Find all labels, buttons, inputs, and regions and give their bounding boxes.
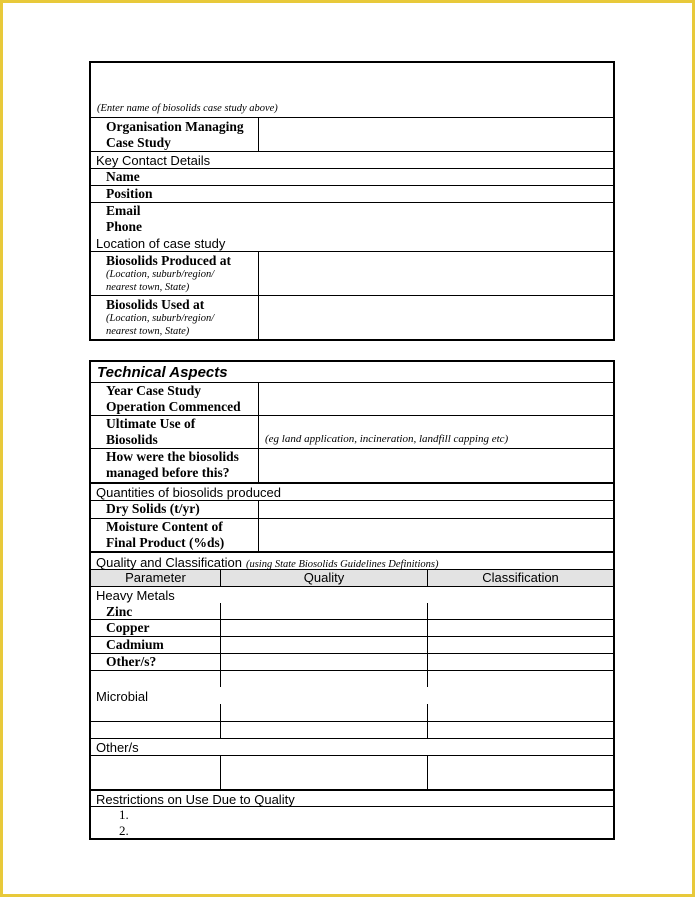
produced-label: Biosolids Produced at	[106, 253, 232, 268]
key-contact-row	[91, 151, 613, 168]
year-field[interactable]	[259, 383, 613, 416]
other-metals-row	[91, 653, 613, 670]
microbial-row	[91, 670, 613, 721]
email-label: Email	[106, 203, 141, 218]
moisture-row	[91, 518, 613, 551]
dry-label: Dry Solids (t/yr)	[106, 501, 200, 516]
col-quality: Quality	[303, 570, 345, 585]
produced-field[interactable]	[259, 252, 613, 296]
org-field[interactable]	[259, 118, 613, 152]
name-row	[91, 168, 613, 185]
case-study-title-hint: (Enter name of biosolids case study above)	[97, 103, 278, 114]
location-heading: Location of case study	[96, 236, 226, 251]
phone-label: Phone	[106, 219, 143, 234]
microbial-label: Microbial	[96, 689, 149, 704]
others-label: Other/s	[96, 740, 139, 755]
quantities-row	[91, 482, 613, 500]
used-hint: (Location, suburb/region/ nearest town, State)	[106, 313, 215, 337]
managed-label: How were the biosolids managed before this?	[106, 449, 239, 480]
quantities-heading: Quantities of biosolids produced	[96, 485, 282, 500]
org-label: Organisation Managing Case Study	[106, 119, 244, 150]
year-row	[91, 382, 613, 416]
moisture-field[interactable]	[259, 519, 613, 551]
restrictions-heading: Restrictions on Use Due to Quality	[96, 792, 295, 807]
year-label: Year Case Study Operation Commenced	[106, 383, 241, 414]
cadmium-row	[91, 636, 613, 653]
case-study-table	[89, 61, 615, 341]
dry-row	[91, 500, 613, 518]
managed-field[interactable]	[259, 449, 613, 482]
key-contact-heading: Key Contact Details	[96, 153, 211, 168]
ultimate-row	[91, 415, 613, 448]
produced-row	[91, 251, 613, 296]
ultimate-hint: (eg land application, incineration, landfill capping etc)	[265, 433, 509, 445]
quality-row	[91, 551, 613, 569]
org-row	[91, 117, 613, 152]
used-field[interactable]	[259, 296, 613, 339]
restrictions-row	[91, 789, 613, 806]
name-label: Name	[106, 169, 140, 184]
restriction-item-2[interactable]: 2.	[119, 823, 129, 838]
quality-heading: Quality and Classification	[96, 555, 242, 570]
case-study-title-field[interactable]	[91, 63, 613, 103]
cadmium-label: Cadmium	[106, 637, 164, 652]
name-field[interactable]	[259, 169, 613, 185]
heavy-metals-row	[91, 586, 613, 619]
copper-label: Copper	[106, 620, 150, 635]
col-parameter: Parameter	[125, 570, 186, 585]
quality-header-row	[91, 569, 613, 586]
technical-heading: Technical Aspects	[97, 364, 228, 381]
position-field[interactable]	[259, 186, 613, 202]
copper-row	[91, 619, 613, 636]
quality-hint: (using State Biosolids Guidelines Definitions)	[245, 559, 439, 570]
zinc-label: Zinc	[106, 604, 133, 619]
other-metals-label: Other/s?	[106, 654, 157, 669]
col-classification: Classification	[482, 570, 559, 585]
email-phone-row	[91, 202, 613, 252]
produced-hint: (Location, suburb/region/ nearest town, State)	[106, 269, 215, 293]
ultimate-label: Ultimate Use of Biosolids	[106, 416, 196, 447]
position-row	[91, 185, 613, 202]
restriction-item-1[interactable]: 1.	[119, 807, 129, 822]
used-label: Biosolids Used at	[106, 297, 205, 312]
restrictions-list	[91, 806, 613, 838]
others-row	[91, 738, 613, 789]
technical-table	[89, 360, 615, 840]
managed-row	[91, 448, 613, 482]
dry-field[interactable]	[259, 501, 613, 518]
microbial-sub-row	[91, 721, 613, 738]
heavy-metals-label: Heavy Metals	[96, 588, 175, 603]
moisture-label: Moisture Content of Final Product (%ds)	[106, 519, 225, 550]
used-row	[91, 295, 613, 339]
position-label: Position	[106, 186, 153, 201]
